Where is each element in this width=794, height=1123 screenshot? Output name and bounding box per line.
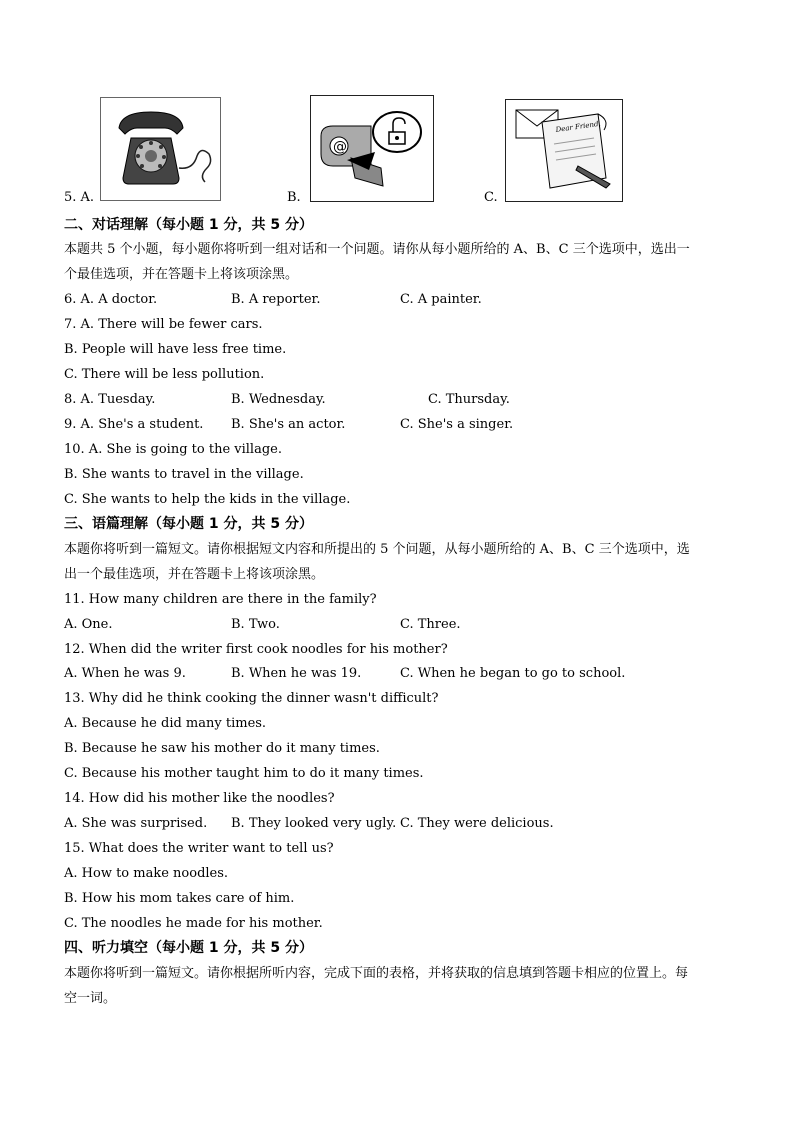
q8-option-c: C. Thursday. bbox=[428, 392, 510, 407]
svg-text:@: @ bbox=[333, 139, 347, 155]
q7-option-b: B. People will have less free time. bbox=[64, 342, 287, 357]
letter-envelope-icon bbox=[506, 100, 622, 201]
q11-option-b: B. Two. bbox=[231, 617, 280, 632]
q14-option-b: B. They looked very ugly. bbox=[231, 816, 397, 831]
q13-option-c: C. Because his mother taught him to do it many times. bbox=[64, 766, 424, 781]
q6-option-a: 6. A. A doctor. bbox=[64, 292, 158, 307]
letter-picture-frame bbox=[505, 99, 623, 202]
section-4-instruction-line-1: 本题你将听到一篇短文。请你根据所听内容，完成下面的表格，并将获取的信息填到答题卡相应的位置上。每 bbox=[64, 966, 689, 981]
section-3-heading: 三、语篇理解（每小题 1 分，共 5 分） bbox=[64, 516, 313, 532]
q15-option-a: A. How to make noodles. bbox=[64, 866, 229, 881]
email-mailbox-icon bbox=[311, 96, 433, 201]
q11-option-a: A. One. bbox=[64, 617, 113, 632]
q12-option-c: C. When he began to go to school. bbox=[400, 666, 626, 681]
q11-option-c: C. Three. bbox=[400, 617, 461, 632]
q13-option-b: B. Because he saw his mother do it many times. bbox=[64, 741, 380, 756]
q5-label-a: 5. A. bbox=[64, 190, 95, 205]
section-2-instruction-line-1: 本题共 5 个小题，每小题你将听到一组对话和一个问题。请你从每小题所给的 A、B、C 三个选项中，选出一 bbox=[64, 242, 690, 257]
q10-option-c: C. She wants to help the kids in the village. bbox=[64, 492, 351, 507]
letter-greeting: Dear Friend, bbox=[555, 119, 602, 134]
q11-question: 11. How many children are there in the family? bbox=[64, 592, 377, 607]
q13-option-a: A. Because he did many times. bbox=[64, 716, 267, 731]
q10-option-b: B. She wants to travel in the village. bbox=[64, 467, 304, 482]
q5-label-c: C. bbox=[484, 190, 498, 205]
q8-option-b: B. Wednesday. bbox=[231, 392, 326, 407]
q5-label-b: B. bbox=[287, 190, 301, 205]
section-2-heading: 二、对话理解（每小题 1 分，共 5 分） bbox=[64, 217, 313, 233]
q7-option-a: 7. A. There will be fewer cars. bbox=[64, 317, 263, 332]
email-picture-frame bbox=[310, 95, 434, 202]
q9-option-c: C. She's a singer. bbox=[400, 417, 514, 432]
q6-option-b: B. A reporter. bbox=[231, 292, 321, 307]
q13-question: 13. Why did he think cooking the dinner wasn't difficult? bbox=[64, 691, 439, 706]
section-4-instruction-line-2: 空一词。 bbox=[64, 991, 117, 1006]
telephone-icon bbox=[101, 98, 220, 200]
q8-option-a: 8. A. Tuesday. bbox=[64, 392, 156, 407]
q12-option-b: B. When he was 19. bbox=[231, 666, 362, 681]
section-3-instruction-line-2: 出一个最佳选项，并在答题卡上将该项涂黑。 bbox=[64, 567, 325, 582]
section-2-instruction-line-2: 个最佳选项，并在答题卡上将该项涂黑。 bbox=[64, 267, 299, 282]
telephone-picture-frame bbox=[100, 97, 221, 201]
q9-option-a: 9. A. She's a student. bbox=[64, 417, 204, 432]
q7-option-c: C. There will be less pollution. bbox=[64, 367, 265, 382]
section-3-instruction-line-1: 本题你将听到一篇短文。请你根据短文内容和所提出的 5 个问题，从每小题所给的 A、B、C 三个选项中，选 bbox=[64, 542, 690, 557]
q6-option-c: C. A painter. bbox=[400, 292, 482, 307]
q10-option-a: 10. A. She is going to the village. bbox=[64, 442, 282, 457]
q12-option-a: A. When he was 9. bbox=[64, 666, 186, 681]
q14-question: 14. How did his mother like the noodles? bbox=[64, 791, 335, 806]
q15-option-b: B. How his mom takes care of him. bbox=[64, 891, 295, 906]
q14-option-a: A. She was surprised. bbox=[64, 816, 208, 831]
q9-option-b: B. She's an actor. bbox=[231, 417, 346, 432]
section-4-heading: 四、听力填空（每小题 1 分，共 5 分） bbox=[64, 940, 313, 956]
q14-option-c: C. They were delicious. bbox=[400, 816, 554, 831]
q12-question: 12. When did the writer first cook noodles for his mother? bbox=[64, 642, 448, 657]
q15-option-c: C. The noodles he made for his mother. bbox=[64, 916, 323, 931]
q15-question: 15. What does the writer want to tell us? bbox=[64, 841, 334, 856]
